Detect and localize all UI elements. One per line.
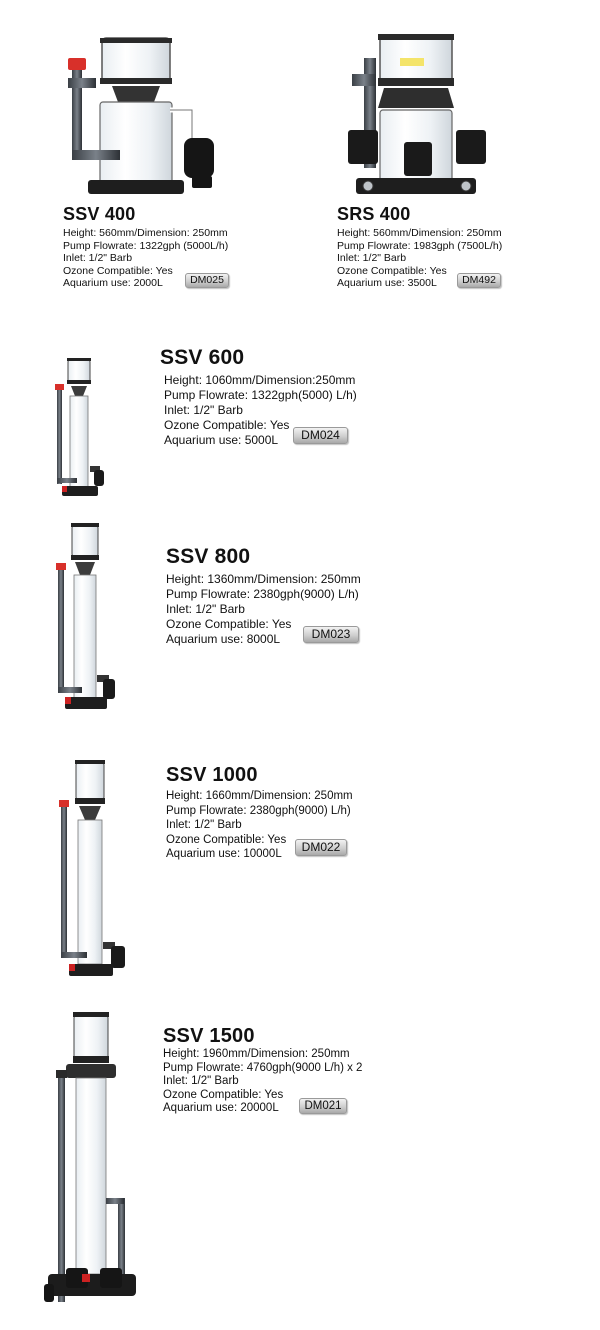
srs-400-skimmer-image: [338, 30, 498, 200]
ssv-1000-title: SSV 1000: [166, 764, 258, 786]
spec-inlet: Inlet: 1/2" Barb: [166, 602, 245, 616]
spec-flowrate: Pump Flowrate: 2380gph(9000) L/h): [166, 804, 351, 817]
srs-400-code-badge: DM492: [457, 273, 501, 288]
spec-height: Height: 1360mm/Dimension: 250mm: [166, 572, 361, 586]
ssv-800-title: SSV 800: [166, 545, 251, 568]
ssv-1500-skimmer-image: [44, 1012, 140, 1308]
spec-flowrate: Pump Flowrate: 1322gph(5000) L/h): [164, 388, 357, 402]
spec-height: Height: 560mm/Dimension: 250mm: [337, 227, 502, 239]
ssv-400-title: SSV 400: [63, 204, 136, 224]
ssv-1000-code-badge: DM022: [295, 839, 347, 856]
spec-flowrate: Pump Flowrate: 1322gph (5000L/h): [63, 239, 229, 252]
ssv-400-skimmer-image: [60, 30, 230, 200]
spec-flowrate: Pump Flowrate: 1983gph (7500L/h): [337, 239, 503, 252]
spec-height: Height: 560mm/Dimension: 250mm: [63, 227, 228, 239]
ssv-400-code-badge: DM025: [185, 273, 229, 288]
spec-inlet: Inlet: 1/2" Barb: [63, 252, 133, 264]
ssv-800-skimmer-image: [55, 523, 121, 713]
spec-flowrate: Pump Flowrate: 2380gph(9000) L/h): [166, 587, 359, 601]
spec-inlet: Inlet: 1/2" Barb: [164, 403, 243, 417]
ssv-600-skimmer-image: [54, 358, 110, 500]
ssv-600-title: SSV 600: [160, 346, 245, 369]
spec-ozone: Ozone Compatible: Yes: [166, 833, 287, 846]
spec-ozone: Ozone Compatible: Yes: [166, 617, 292, 631]
spec-inlet: Inlet: 1/2" Barb: [163, 1075, 239, 1087]
spec-height: Height: 1660mm/Dimension: 250mm: [166, 790, 353, 802]
ssv-1500-title: SSV 1500: [163, 1025, 255, 1047]
spec-flowrate: Pump Flowrate: 4760gph(9000 L/h) x 2: [163, 1061, 363, 1074]
spec-height: Height: 1960mm/Dimension: 250mm: [163, 1048, 350, 1060]
spec-ozone: Ozone Compatible: Yes: [164, 418, 290, 432]
srs-400-title: SRS 400: [337, 204, 411, 224]
spec-inlet: Inlet: 1/2" Barb: [337, 252, 407, 264]
spec-aquarium: Aquarium use: 20000L: [163, 1102, 279, 1114]
spec-aquarium: Aquarium use: 5000L: [164, 433, 279, 447]
ssv-800-code-badge: DM023: [303, 626, 359, 643]
spec-aquarium: Aquarium use: 3500L: [337, 277, 437, 289]
spec-ozone: Ozone Compatible: Yes: [163, 1088, 284, 1101]
spec-aquarium: Aquarium use: 8000L: [166, 632, 281, 646]
ssv-1500-code-badge: DM021: [299, 1098, 347, 1114]
spec-aquarium: Aquarium use: 10000L: [166, 848, 282, 860]
ssv-1000-skimmer-image: [57, 760, 129, 980]
spec-height: Height: 1060mm/Dimension:250mm: [164, 373, 356, 387]
ssv-600-code-badge: DM024: [293, 427, 348, 444]
spec-aquarium: Aquarium use: 2000L: [63, 277, 163, 289]
spec-inlet: Inlet: 1/2" Barb: [166, 819, 242, 831]
spec-ozone: Ozone Compatible: Yes: [63, 264, 173, 277]
spec-ozone: Ozone Compatible: Yes: [337, 264, 447, 277]
